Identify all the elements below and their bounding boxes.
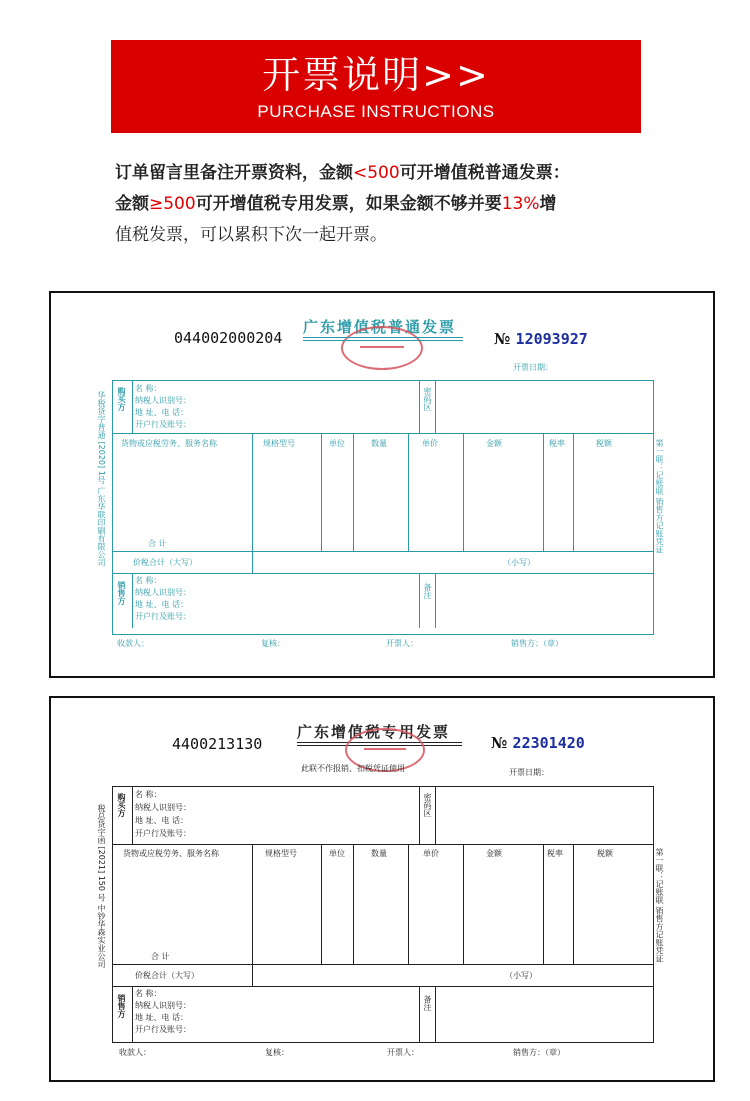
seller-field: 地 址、电 话：: [135, 1013, 189, 1022]
invoice-table: [112, 786, 654, 1043]
col-header: 金额: [486, 849, 502, 858]
buyer-field: 地 址、电 话：: [135, 408, 189, 417]
invoice-number: 22301420: [512, 734, 585, 752]
copy-note: 第一联：记账联 销售方记账凭证: [655, 439, 664, 554]
buyer-field: 名 称：: [135, 384, 162, 393]
buyer-field: 开户行及账号：: [135, 420, 191, 429]
col-header: 货物或应税劳务、服务名称: [123, 849, 219, 858]
col-header: 规格型号: [263, 439, 295, 448]
note-text: 可开增值税普通发票：: [399, 163, 570, 183]
invoice-title: 广东增值税专用发票: [297, 723, 451, 741]
note-text: 金额: [115, 194, 149, 214]
total-figure-label: （小写）: [503, 558, 535, 567]
note-highlight: 13%: [501, 194, 540, 214]
col-header: 单价: [423, 849, 439, 858]
buyer-field: 纳税人识别号：: [135, 803, 191, 812]
seller-field: 名 称：: [135, 989, 162, 998]
footer-field: 收款人：: [117, 639, 149, 648]
remark-label: 备注: [423, 583, 432, 599]
invoice-code: 4400213130: [172, 735, 263, 753]
col-header: 单位: [329, 439, 345, 448]
invoice-date-label: 开票日期：: [513, 363, 553, 372]
total-words-label: 价税合计（大写）: [135, 971, 199, 980]
note-highlight: ≥500: [149, 194, 196, 214]
note-text: 可开增值税专用发票，如果金额不够并要: [195, 194, 502, 214]
total-words-label: 价税合计（大写）: [133, 558, 197, 567]
invoice-usage-note: 此联不作报销、扣税凭证使用: [301, 764, 405, 773]
banner-title: 开票说明>>: [262, 53, 490, 97]
seller-field: 纳税人识别号：: [135, 1001, 191, 1010]
col-header: 单位: [329, 849, 345, 858]
note-text: 值税发票，可以累积下次一起开票。: [115, 225, 387, 245]
seller-field: 地 址、电 话：: [135, 600, 189, 609]
invoice-date-label: 开票日期：: [509, 768, 549, 777]
remark-label: 备注: [423, 995, 432, 1011]
col-header: 税额: [597, 849, 613, 858]
total-label: 合 计: [148, 539, 167, 548]
col-header: 数量: [371, 849, 387, 858]
col-header: 税率: [547, 849, 563, 858]
col-header: 金额: [486, 439, 502, 448]
seller-label: 销售方: [117, 581, 126, 605]
instructions-text: [115, 158, 655, 251]
footer-field: 开票人：: [387, 1048, 419, 1057]
invoice-title: 广东增值税普通发票: [303, 318, 457, 336]
printer-note: 税总货字函 [2021] 150 号 中钞华森实业公司: [97, 804, 106, 969]
col-header: 货物或应税劳务、服务名称: [121, 439, 217, 448]
footer-field: 销售方：（章）: [511, 639, 563, 648]
note-text: 订单留言里备注开票资料，金额: [115, 163, 353, 183]
col-header: 税额: [596, 439, 612, 448]
note-text: 增: [539, 194, 557, 214]
invoice-code: 044002000204: [174, 329, 283, 347]
cipher-area-label: 密码区: [423, 793, 432, 817]
total-figure-label: （小写）: [505, 971, 537, 980]
footer-field: 收款人：: [119, 1048, 151, 1057]
col-header: 税率: [549, 439, 565, 448]
footer-field: 开票人：: [386, 639, 418, 648]
printer-note: 华税货字普通 [2020] 1号 广东华联印刷有限公司: [97, 391, 106, 567]
total-label: 合 计: [151, 952, 170, 961]
invoice-number: 12093927: [515, 330, 588, 348]
buyer-label: 购买方: [117, 387, 126, 411]
buyer-field: 地 址、电 话：: [135, 816, 189, 825]
footer-field: 复核：: [261, 639, 285, 648]
col-header: 单价: [422, 439, 438, 448]
footer-field: 销售方：（章）: [513, 1048, 565, 1057]
footer-field: 复核：: [265, 1048, 289, 1057]
copy-note: 第一联：记账联 销售方记账凭证: [655, 848, 664, 963]
number-mark: №: [491, 734, 508, 752]
col-header: 规格型号: [265, 849, 297, 858]
seller-label: 销售方: [117, 994, 126, 1018]
seller-field: 开户行及账号：: [135, 1025, 191, 1034]
buyer-field: 纳税人识别号：: [135, 396, 191, 405]
seller-field: 开户行及账号：: [135, 612, 191, 621]
ordinary-invoice-image: [49, 291, 715, 678]
seller-field: 名 称：: [135, 576, 162, 585]
seller-field: 纳税人识别号：: [135, 588, 191, 597]
header-banner: [111, 40, 641, 133]
col-header: 数量: [371, 439, 387, 448]
cipher-area-label: 密码区: [423, 387, 432, 411]
number-mark: №: [494, 330, 511, 348]
tax-seal: [341, 326, 423, 370]
invoice-table: [112, 380, 654, 635]
buyer-field: 名 称：: [135, 790, 162, 799]
special-invoice-image: [49, 696, 715, 1082]
buyer-label: 购买方: [117, 793, 126, 817]
banner-subtitle: PURCHASE INSTRUCTIONS: [257, 102, 495, 121]
note-highlight: <500: [353, 163, 400, 183]
buyer-field: 开户行及账号：: [135, 829, 191, 838]
